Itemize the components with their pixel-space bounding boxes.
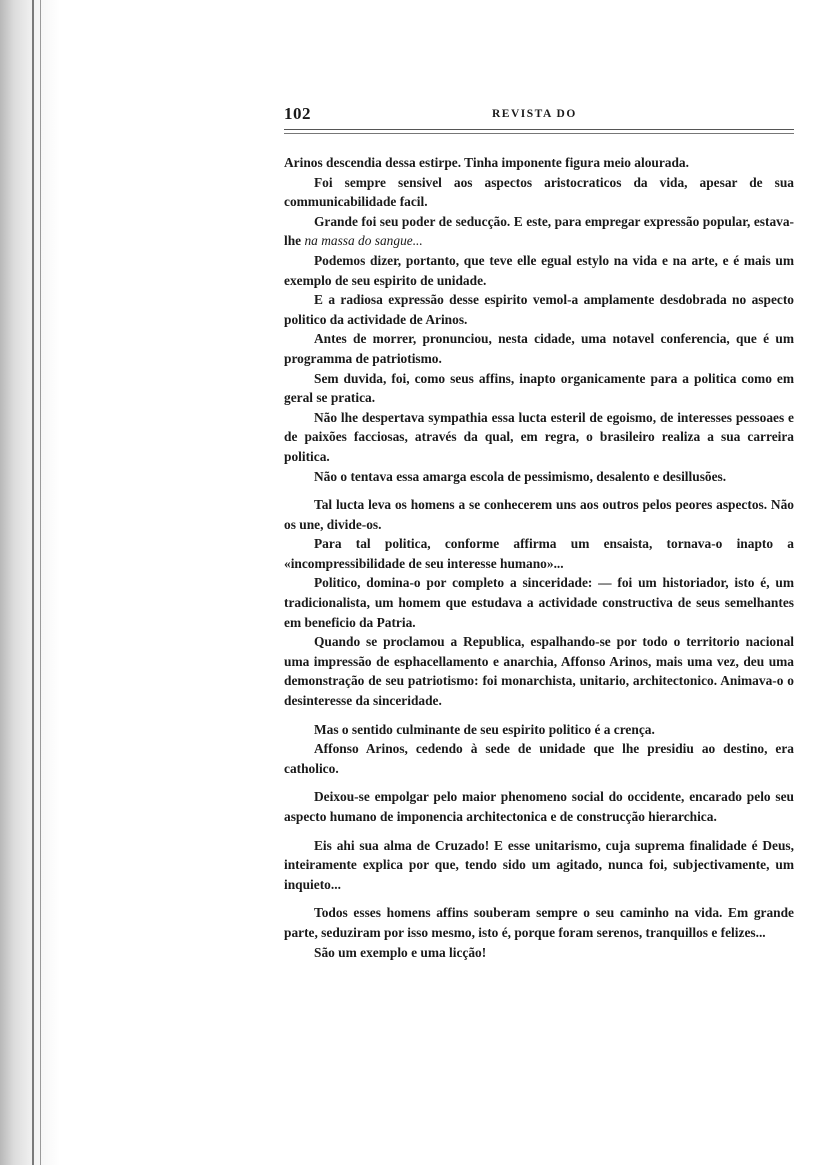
paragraph: Antes de morrer, pronunciou, nesta cidade, uma notavel conferencia, que é um programma de patriotismo. — [284, 331, 794, 366]
paragraph: Podemos dizer, portanto, que teve elle egual estylo na vida e na arte, e é mais um exemplo de seu espirito de unidade. — [284, 252, 794, 288]
page-number: 102 — [284, 104, 311, 123]
paragraph — [284, 212, 794, 251]
paragraph: Eis ahi sua alma de Cruzado! E esse unitarismo, cuja suprema finalidade é Deus, inteiramente explica por que, tendo sido um agitado, nunca foi, subjectivamente, um inquieto... — [284, 837, 794, 892]
book-gutter-shadow — [0, 0, 60, 1165]
paragraph: Todos esses homens affins souberam sempre o seu caminho na vida. Em grande parte, seduziram por isso mesmo, isto é, porque foram serenos, tranquillos e felizes... — [284, 905, 794, 940]
paragraph: Affonso Arinos, cedendo à sede de unidade que lhe presidiu ao destino, era catholico. — [284, 741, 794, 776]
paragraph: Arinos descendia dessa estirpe. Tinha imponente figura meio alourada. — [284, 155, 689, 170]
page — [284, 104, 794, 962]
paragraph: Sem duvida, foi, como seus affins, inapto organicamente para a politica como em geral se pratica. — [284, 370, 794, 406]
paragraph: Deixou-se empolgar pelo maior phenomeno social do occidente, encarado pelo seu aspecto humano de imponencia architectonica e de construcção hierarchica. — [284, 789, 794, 824]
italic-phrase: na massa do sangue... — [304, 233, 423, 249]
paragraph: Quando se proclamou a Republica, espalhando-se por todo o territorio nacional uma impressão de esphacellamento e anarchia, Affonso Arinos, mais uma vez, deu uma demonstração de seu patriotismo: foi monarchista, unitario, architectonico. Animava-o o desinteresse da sinceridade. — [284, 634, 794, 709]
gutter-line — [32, 0, 34, 1165]
paragraph: E a radiosa expressão desse espirito vemol-a amplamente desdobrada no aspecto politico da actividade de Arinos. — [284, 292, 794, 327]
paragraph: Politico, domina-o por completo a sinceridade: — foi um historiador, isto é, um tradicionalista, um homem que estudava a actividade constructiva de seus semelhantes em beneficio da Patria. — [284, 575, 794, 630]
paragraph: Tal lucta leva os homens a se conhecerem uns aos outros pelos peores aspectos. Não os une, divide-os. — [284, 497, 794, 532]
header-rule — [284, 129, 794, 134]
paragraph: Mas o sentido culminante de seu espirito politico é a crença. — [314, 721, 655, 737]
paragraph: São um exemplo e uma licção! — [314, 944, 487, 960]
gutter-line — [40, 0, 41, 1165]
paragraph-text: Grande foi seu poder de seducção. E este, para empregar expressão popular, estava-lhe — [284, 213, 794, 249]
body-text — [284, 153, 794, 962]
paragraph: Não o tentava essa amarga escola de pessimismo, desalento e desillusões. — [314, 468, 727, 484]
paragraph: Não lhe despertava sympathia essa lucta esteril de egoismo, de interesses pessoaes e de paixões facciosas, através da qual, em regra, o brasileiro realiza a sua carreira politica. — [284, 409, 794, 464]
page-header — [284, 104, 794, 126]
paragraph: Para tal politica, conforme affirma um ensaista, tornava-o inapto a «incompressibilidade de seu interesse humano»... — [284, 536, 794, 571]
paragraph: Foi sempre sensivel aos aspectos aristocraticos da vida, apesar de sua communicabilidade facil. — [284, 174, 794, 210]
running-head: REVISTA DO — [492, 108, 577, 120]
